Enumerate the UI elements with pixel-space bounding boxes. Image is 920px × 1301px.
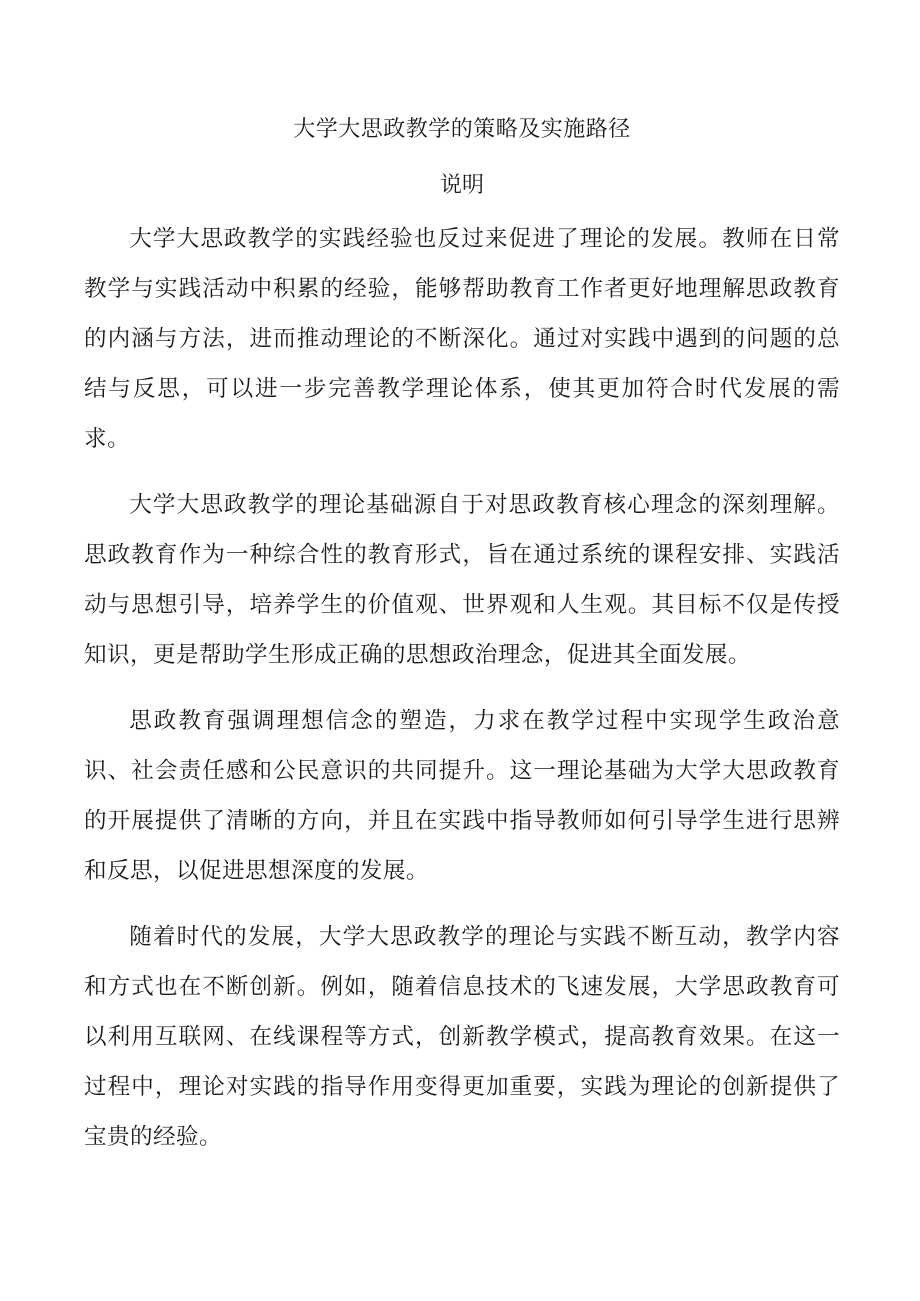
paragraph: 随着时代的发展，大学大思政教学的理论与实践不断互动，教学内容和方式也在不断创新。例如，随着信息技术的飞速发展，大学思政教育可以利用互联网、在线课程等方式，创新教学模式，提高教育效果。在这一过程中，理论对实践的指导作用变得更加重要，实践为理论的创新提供了宝贵的经验。 bbox=[84, 924, 840, 1150]
section-heading: 说明 bbox=[439, 173, 484, 198]
document-title: 大学大思政教学的策略及实施路径 bbox=[293, 117, 631, 142]
document-page bbox=[84, 110, 840, 1178]
paragraph: 大学大思政教学的理论基础源自于对思政教育核心理念的深刻理解。思政教育作为一种综合性的教育形式，旨在通过系统的课程安排、实践活动与思想引导，培养学生的价值观、世界观和人生观。其目标不仅是传授知识，更是帮助学生形成正确的思想政治理念，促进其全面发展。 bbox=[84, 492, 840, 668]
paragraph: 思政教育强调理想信念的塑造，力求在教学过程中实现学生政治意识、社会责任感和公民意识的共同提升。这一理论基础为大学大思政教育的开展提供了清晰的方向，并且在实践中指导教师如何引导学生进行思辨和反思，以促进思想深度的发展。 bbox=[84, 708, 840, 884]
paragraph: 大学大思政教学的实践经验也反过来促进了理论的发展。教师在日常教学与实践活动中积累的经验，能够帮助教育工作者更好地理解思政教育的内涵与方法，进而推动理论的不断深化。通过对实践中遇到的问题的总结与反思，可以进一步完善教学理论体系，使其更加符合时代发展的需求。 bbox=[84, 226, 840, 452]
